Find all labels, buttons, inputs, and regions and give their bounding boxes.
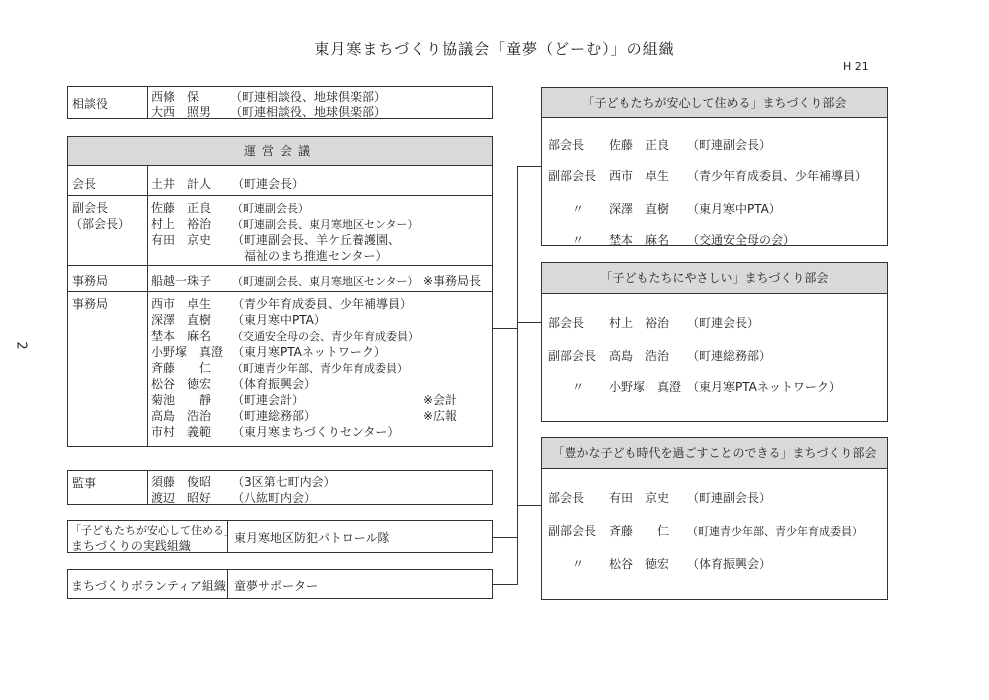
connector-volunteer [493, 584, 517, 585]
secretariat-role: （交通安全母の会、青少年育成委員） [232, 330, 419, 343]
era-label: H 21 [843, 60, 869, 73]
secretariat-name: 菊池 靜 [151, 393, 212, 407]
secretariat-head-note: ※事務局長 [423, 274, 482, 288]
advisors-box [67, 86, 493, 119]
advisor-name: 西條 保 [151, 90, 200, 104]
committee-name: 斉藤 仁 [609, 524, 670, 538]
committee-affil: （体育振興会） [687, 557, 772, 571]
committee-name: 高島 浩治 [609, 349, 670, 363]
auditors-label: 監事 [72, 476, 97, 490]
secretariat-note: ※会計 [423, 393, 458, 407]
committee-affil: （青少年育成委員、少年補導員） [687, 169, 868, 183]
auditor-role: （3区第七町内会） [232, 475, 336, 489]
committee-header: 「豊かな子ども時代を過ごすことのできる」まちづくり部会 [542, 438, 887, 469]
committee-affil: （町連副会長） [687, 138, 772, 152]
committee-name: 西市 卓生 [609, 169, 670, 183]
connector-committee-1 [517, 166, 541, 167]
auditor-name: 渡辺 昭好 [151, 491, 212, 505]
secretariat-head-label: 事務局 [72, 274, 109, 288]
secretariat-label: 事務局 [72, 297, 109, 311]
secretariat-role: （青少年育成委員、少年補導員） [232, 297, 413, 311]
committee-affil: （町連副会長） [687, 491, 772, 505]
secretariat-head-role: （町連副会長、東月寒地区センター） [232, 275, 419, 288]
committee-affil: （町連会長） [687, 316, 760, 330]
connector-trunk [517, 166, 518, 585]
advisors-label: 相談役 [72, 97, 109, 111]
secretariat-role: （町連青少年部、青少年育成委員） [232, 362, 408, 375]
secretariat-role: （体育振興会） [232, 377, 317, 391]
auditor-role: （八紘町内会） [232, 491, 317, 505]
secretariat-name: 埜本 麻名 [151, 329, 212, 343]
volunteer-org-label: まちづくりボランティア組織 [71, 579, 226, 593]
committee-affil: （東月寒中PTA） [687, 202, 781, 216]
committee-affil: （交通安全母の会） [687, 233, 796, 247]
committee-role: 部会長 [548, 138, 585, 152]
committee-role: 〃 [572, 202, 585, 216]
vice-name: 村上 裕治 [151, 217, 212, 231]
secretariat-name: 西市 卓生 [151, 297, 212, 311]
secretariat-role: （町連会計） [232, 393, 305, 407]
vice-name: 佐藤 正良 [151, 201, 212, 215]
committee-name: 深澤 直樹 [609, 202, 670, 216]
committee-name: 村上 裕治 [609, 316, 670, 330]
committee-role: 〃 [572, 557, 585, 571]
vice-name: 有田 京史 [151, 233, 212, 247]
secretariat-head-name: 船越一珠子 [151, 274, 212, 288]
steering-header: 運営会議 [68, 137, 492, 166]
secretariat-note: ※広報 [423, 409, 458, 423]
committee-safe-box [541, 87, 888, 246]
page-number: 2 [13, 341, 29, 350]
committee-affil: （東月寒PTAネットワーク） [687, 380, 841, 394]
chair-label: 会長 [72, 177, 97, 191]
secretariat-name: 松谷 徳宏 [151, 377, 212, 391]
secretariat-role: （東月寒まちづくりセンター） [232, 425, 400, 439]
chair-role: （町連会長） [232, 177, 305, 191]
vice-label: 副会長 [72, 201, 109, 215]
secretariat-name: 斉藤 仁 [151, 361, 212, 375]
connector-steering [493, 328, 517, 329]
volunteer-org-value: 童夢サポーター [234, 579, 319, 593]
secretariat-name: 深澤 直樹 [151, 313, 212, 327]
chair-name: 土井 計人 [151, 177, 212, 191]
secretariat-name: 小野塚 真澄 [151, 345, 224, 359]
committee-name: 小野塚 真澄 [609, 380, 682, 394]
committee-name: 埜本 麻名 [609, 233, 670, 247]
auditors-box [67, 470, 493, 505]
secretariat-role: （東月寒PTAネットワーク） [232, 345, 386, 359]
secretariat-name: 高島 浩治 [151, 409, 212, 423]
practice-org-label-2: まちづくりの実践組織 [71, 539, 191, 553]
vice-role: （町連副会長、東月寒地区センター） [232, 218, 419, 231]
committee-role: 〃 [572, 233, 585, 247]
secretariat-name: 市村 義範 [151, 425, 212, 439]
vice-sublabel: （部会長） [70, 217, 131, 231]
connector-committee-3 [517, 505, 541, 506]
committee-rich-box [541, 437, 888, 600]
committee-role: 部会長 [548, 316, 585, 330]
advisor-role: （町連相談役、地球倶楽部） [230, 90, 387, 104]
committee-name: 有田 京史 [609, 491, 670, 505]
committee-role: 副部会長 [548, 349, 597, 363]
committee-affil: （町連総務部） [687, 349, 772, 363]
committee-header: 「子どもたちにやさしい」まちづくり部会 [542, 263, 887, 294]
secretariat-role: （東月寒中PTA） [232, 313, 326, 327]
advisor-role: （町連相談役、地球倶楽部） [230, 105, 387, 119]
practice-org-label-1: 「子どもたちが安心して住める」 [70, 524, 235, 537]
committee-kind-box [541, 262, 888, 422]
committee-role: 副部会長 [548, 169, 597, 183]
practice-org-value: 東月寒地区防犯パトロール隊 [234, 531, 390, 545]
committee-role: 〃 [572, 380, 585, 394]
auditor-name: 須藤 俊昭 [151, 475, 212, 489]
vice-role: （町連副会長） [232, 202, 309, 215]
secretariat-role: （町連総務部） [232, 409, 317, 423]
vice-role: （町連副会長、羊ケ丘養護園、 [232, 233, 401, 247]
page-title: 東月寒まちづくり協議会「童夢（どーむ）」の組織 [314, 40, 675, 58]
committee-header: 「子どもたちが安心して住める」まちづくり部会 [542, 88, 887, 118]
committee-name: 松谷 徳宏 [609, 557, 670, 571]
vice-role-cont: 福祉のまち推進センター） [244, 249, 388, 263]
committee-affil: （町連青少年部、青少年育成委員） [687, 525, 863, 538]
committee-role: 部会長 [548, 491, 585, 505]
committee-name: 佐藤 正良 [609, 138, 670, 152]
connector-practice [493, 537, 517, 538]
connector-committee-2 [517, 322, 541, 323]
steering-council-box [67, 136, 493, 447]
advisor-name: 大西 照男 [151, 105, 212, 119]
committee-role: 副部会長 [548, 524, 597, 538]
volunteer-org-box [67, 569, 493, 599]
practice-org-box [67, 520, 493, 553]
